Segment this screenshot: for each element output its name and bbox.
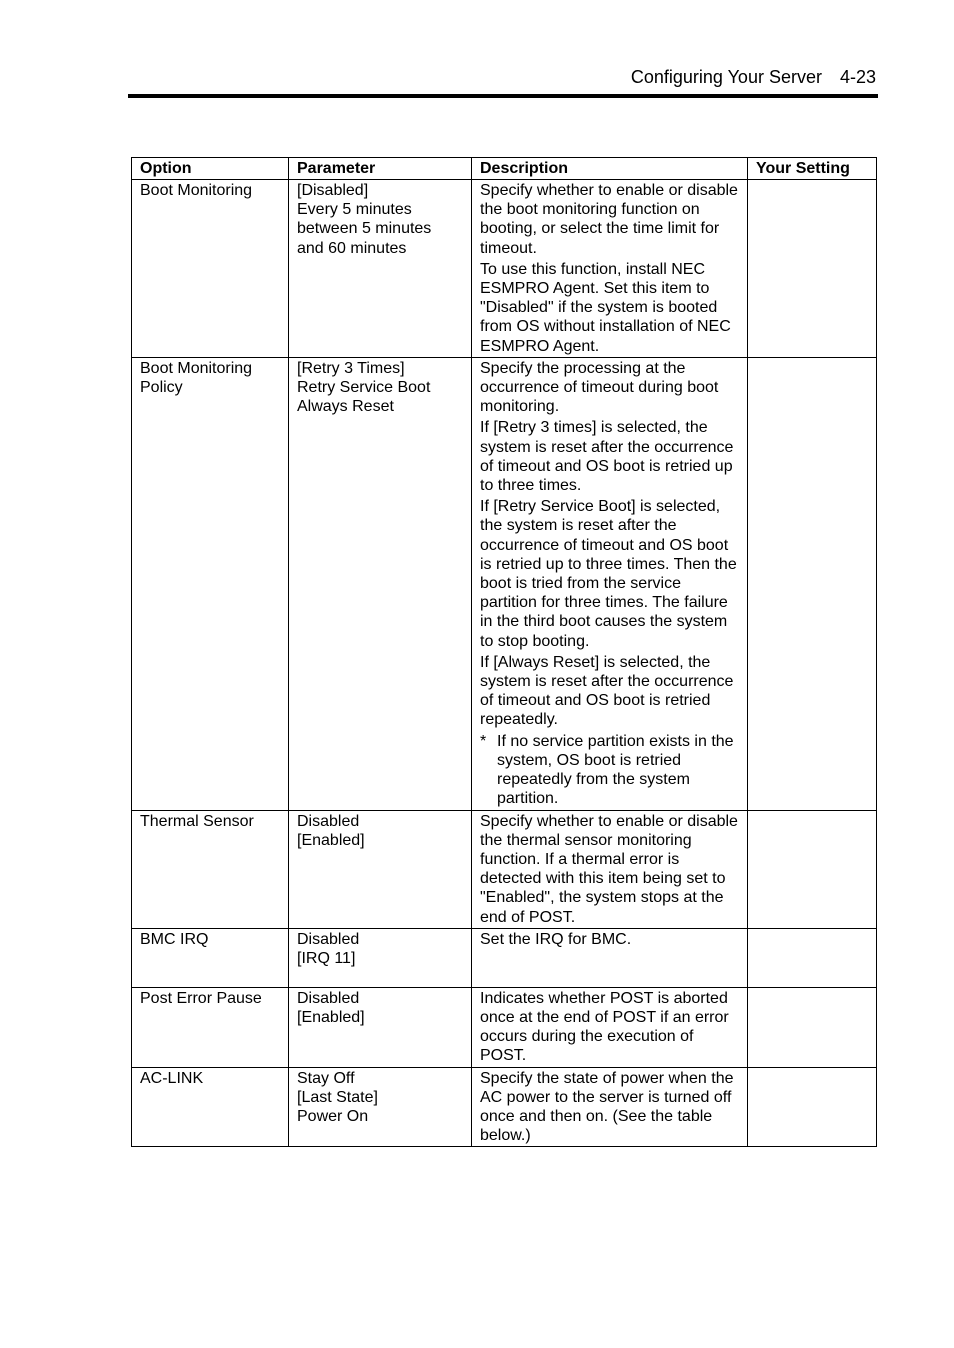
description-cell <box>472 1067 748 1147</box>
footnote <box>480 732 739 809</box>
your-setting-cell <box>748 1067 877 1147</box>
column-header-description: Description <box>472 158 748 180</box>
header-rule <box>128 94 878 98</box>
table-row <box>132 180 877 358</box>
column-header-parameter: Parameter <box>289 158 472 180</box>
description-text: Indicates whether POST is aborted once at the end of POST if an error occurs during the execution of POST. <box>480 989 729 1065</box>
parameter-cell <box>289 1067 472 1147</box>
description-text: Specify the processing at the occurrence of timeout during boot monitoring. <box>480 359 719 416</box>
option-cell <box>132 1067 289 1147</box>
option-name: Boot Monitoring <box>140 182 253 199</box>
table-row <box>132 928 877 987</box>
footnote-text: If no service partition exists in the system, OS boot is retried repeatedly from the system partition. <box>497 732 734 808</box>
description-text: If [Retry 3 times] is selected, the system is reset after the occurrence of timeout and OS boot is retried up to three times. <box>480 419 734 495</box>
description-cell <box>472 987 748 1067</box>
option-name: Boot Monitoring <box>140 359 253 377</box>
option-cell <box>132 180 289 358</box>
description-text: If [Always Reset] is selected, the system is reset after the occurrence of timeout and OS boot is retried repeatedly. <box>480 653 734 729</box>
description-text: To use this function, install NEC ESMPRO Agent. Set this item to "Disabled" if the system is booted from OS without installation of NEC ESMPRO Agent. <box>480 260 731 355</box>
parameter-cell <box>289 928 472 987</box>
table-header-row <box>132 158 877 180</box>
table-row <box>132 987 877 1067</box>
parameter-value: Every 5 minutes <box>297 201 412 219</box>
description-text: Specify the state of power when the AC power to the server is turned off once and then on. (See the table below.) <box>480 1069 734 1145</box>
bios-settings-table <box>131 157 877 1147</box>
option-name: Post Error Pause <box>140 989 262 1007</box>
parameter-value: [IRQ 11] <box>297 949 356 967</box>
your-setting-cell <box>748 357 877 810</box>
parameter-cell <box>289 357 472 810</box>
parameter-value: Always Reset <box>297 398 394 416</box>
parameter-value: between 5 minutes <box>297 220 432 238</box>
description-text: Specify whether to enable or disable the boot monitoring function on booting, or select the time limit for timeout. <box>480 182 738 257</box>
column-header-your-setting: Your Setting <box>748 158 877 180</box>
running-header <box>631 66 876 88</box>
parameter-value: [Disabled] <box>297 182 369 199</box>
your-setting-cell <box>748 810 877 928</box>
parameter-value: Disabled <box>297 930 360 948</box>
option-cell <box>132 810 289 928</box>
option-name: AC-LINK <box>140 1069 204 1087</box>
parameter-value: Disabled <box>297 989 360 1007</box>
description-text: Set the IRQ for BMC. <box>480 930 632 948</box>
description-cell <box>472 810 748 928</box>
option-cell <box>132 357 289 810</box>
parameter-value: and 60 minutes <box>297 239 407 257</box>
parameter-cell <box>289 180 472 358</box>
description-cell <box>472 357 748 810</box>
parameter-value: Retry Service Boot <box>297 379 431 397</box>
chapter-title: Configuring Your Server <box>630 67 822 87</box>
your-setting-cell <box>748 987 877 1067</box>
description-cell <box>472 928 748 987</box>
table-row <box>132 810 877 928</box>
page-number: 4-23 <box>839 67 876 87</box>
description-text: Specify whether to enable or disable the thermal sensor monitoring function. If a thermal error is detected with this item being set to "Enabled", the system stops at the end of POST. <box>480 812 738 926</box>
parameter-cell <box>289 987 472 1067</box>
option-cell <box>132 987 289 1067</box>
table-row <box>132 357 877 810</box>
parameter-value: [Retry 3 Times] <box>297 359 405 377</box>
column-header-option: Option <box>132 158 289 180</box>
parameter-value: Disabled <box>297 812 360 830</box>
parameter-value: [Enabled] <box>297 831 365 849</box>
parameter-value: Stay Off <box>297 1069 355 1087</box>
your-setting-cell <box>748 928 877 987</box>
option-name: Thermal Sensor <box>140 812 254 830</box>
option-name: BMC IRQ <box>140 930 209 948</box>
your-setting-cell <box>748 180 877 358</box>
parameter-value: [Last State] <box>297 1088 378 1106</box>
description-text: If [Retry Service Boot] is selected, the system is reset after the occurrence of timeout and OS boot is retried up to three times. Then the boot is tried from the service partition for three times. The failure in the third boot causes the system to stop booting. <box>480 498 737 650</box>
table-row <box>132 1067 877 1147</box>
option-cell <box>132 928 289 987</box>
parameter-cell <box>289 810 472 928</box>
option-name: Policy <box>140 379 183 397</box>
parameter-value: [Enabled] <box>297 1008 365 1026</box>
asterisk-mark: * <box>480 732 487 750</box>
description-cell <box>472 180 748 358</box>
page-header <box>128 60 878 98</box>
parameter-value: Power On <box>297 1107 369 1125</box>
